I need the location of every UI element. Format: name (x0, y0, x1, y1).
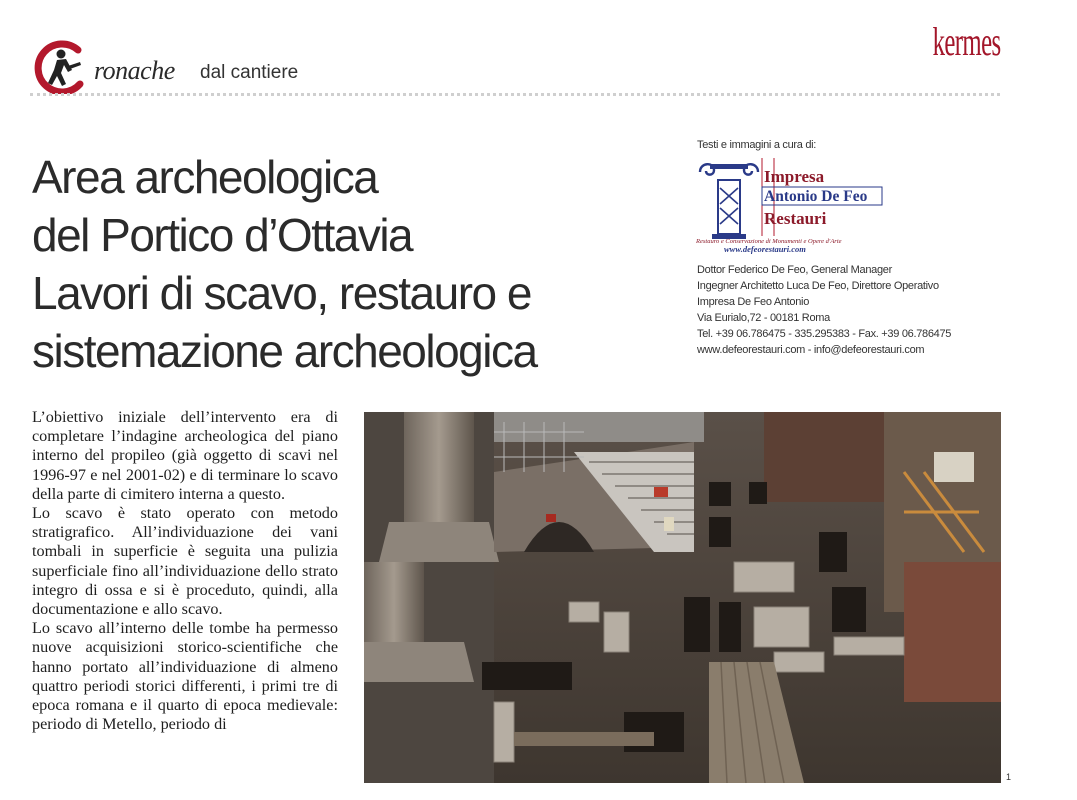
credits-label: Testi e immagini a cura di: (697, 139, 817, 151)
logo-subtitle: dal cantiere (200, 62, 299, 83)
section-logo (30, 38, 330, 96)
title-line: Area archeologica (32, 151, 378, 203)
article-body (32, 408, 338, 734)
contact-line: Impresa De Feo Antonio (697, 296, 810, 308)
impresa-logo (696, 158, 886, 254)
company-tagline: Restauro e Conservazione di Monumenti e Opere d'Arte (696, 238, 842, 245)
paragraph: L’obiettivo iniziale dell’intervento era di completare l’indagine archeologica del piano interno del propileo (già oggetto di scavi nel 1996-97 e nel 2001-02) e di terminare lo scavo della parte di cimitero interna a questo. (32, 408, 338, 503)
company-line1: Impresa (764, 167, 825, 186)
paragraph: Lo scavo all’interno delle tombe ha permesso nuove acquisizioni storico-scientifiche che hanno portato all’individuazione di almeno quattro periodi storici differenti, i primi tre di epoca romana e il quarto di epoca medievale: periodo di Metello, periodo di (32, 619, 338, 734)
excavation-photo (364, 412, 1001, 783)
company-line2: Antonio De Feo (764, 188, 868, 205)
header-divider (30, 93, 1000, 96)
contact-line: www.defeorestauri.com - info@defeorestauri.com (697, 344, 925, 356)
title-line: Lavori di scavo, restauro e (32, 267, 531, 319)
company-line3: Restauri (764, 209, 827, 228)
contact-line: Dottor Federico De Feo, General Manager (697, 264, 892, 276)
contact-line: Ingegner Architetto Luca De Feo, Direttore Operativo (697, 280, 939, 292)
contact-line: Via Eurialo,72 - 00181 Roma (697, 312, 830, 324)
contacts-block (697, 262, 951, 358)
page-number: 1 (1006, 772, 1012, 782)
contact-line: Tel. +39 06.786475 - 335.295383 - Fax. +39 06.786475 (697, 328, 952, 340)
brand-kermes: kermes (933, 19, 1001, 64)
title-line: sistemazione archeologica (32, 325, 537, 377)
company-web: www.defeorestauri.com (724, 244, 806, 254)
logo-word: ronache (94, 56, 175, 85)
paragraph: Lo scavo è stato operato con metodo stratigrafico. All’individuazione dei vani tombali in superficie è seguita una pulizia superficiale fino all’individuazione dello strato integro di ossa e si è proceduto, quindi, alla documentazione e allo scavo. (32, 504, 338, 619)
worker-logo-icon (30, 40, 92, 94)
column-icon (700, 164, 758, 239)
title-line: del Portico d’Ottavia (32, 209, 413, 261)
page-title (32, 148, 672, 380)
